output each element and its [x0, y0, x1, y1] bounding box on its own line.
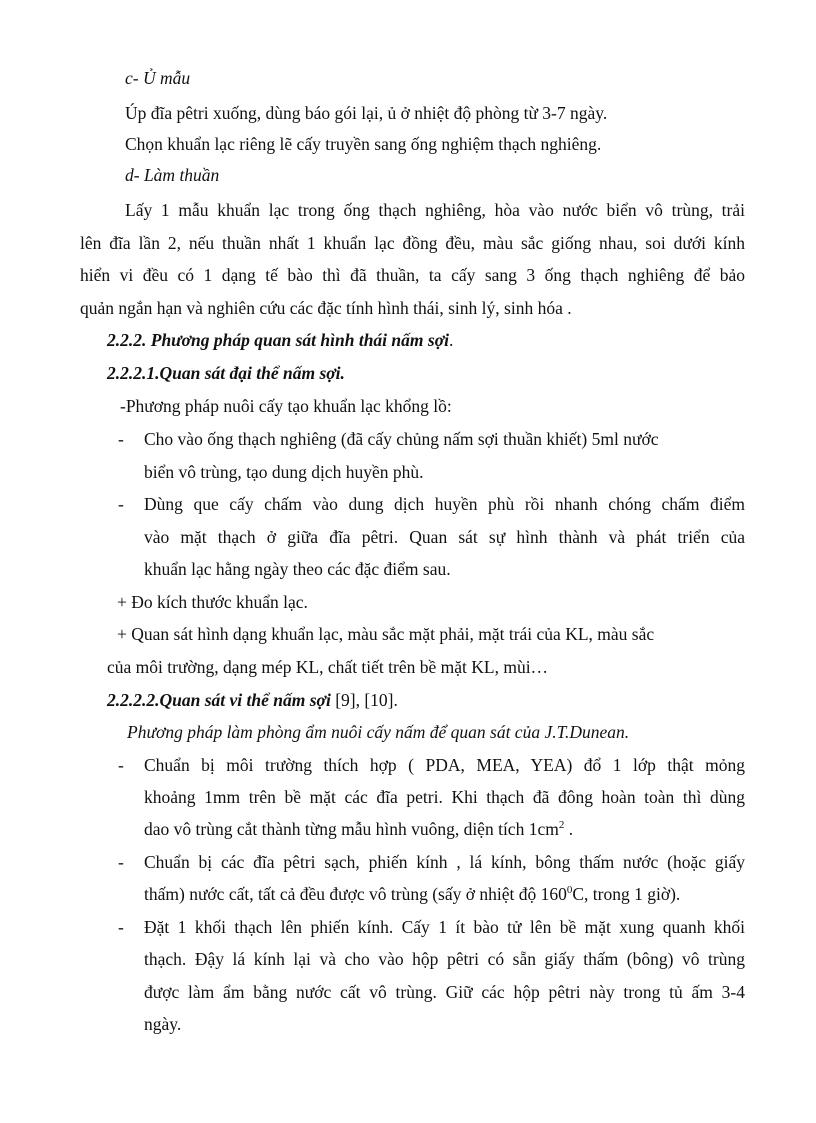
paragraph-line: lên đĩa lần 2, nếu thuần nhất 1 khuẩn lạc đồng đều, màu sắc giống nhau, soi dưới kính [80, 233, 745, 253]
list-item-line: vào mặt thạch ở giữa đĩa pêtri. Quan sát sự hình thành và phát triển của [144, 527, 745, 547]
section-c-heading: c- Ủ mẫu [125, 68, 191, 88]
section-heading-2-2-2-2: 2.2.2.2.Quan sát vi thể nấm sợi [9], [10]. [107, 690, 398, 710]
plus-item: của môi trường, dạng mép KL, chất tiết trên bề mặt KL, mùi… [107, 657, 549, 677]
list-item-line: thấm) nước cất, tất cả đều được vô trùng (sấy ở nhiệt độ $160^0C$, trong 1 giờ). [144, 884, 681, 904]
list-item-line: thạch. Đậy lá kính lại và cho vào hộp pêtri có sẵn giấy thấm (bông) vô trùng [144, 949, 745, 969]
paragraph-line: Lấy 1 mẫu khuẩn lạc trong ống thạch nghiêng, hòa vào nước biển vô trùng, trải [125, 200, 745, 220]
section-heading-2-2-2: 2.2.2. Phương pháp quan sát hình thái nấm sợi. [107, 330, 454, 350]
section-heading-2-2-2-1: 2.2.2.1.Quan sát đại thể nấm sợi. [107, 363, 345, 383]
dash-bullet: - [118, 852, 124, 872]
list-item-line: khoảng 1mm trên bề mặt các đĩa petri. Khi thạch đã đông hoàn toàn thì dùng [144, 787, 745, 807]
dash-bullet: - [118, 429, 124, 449]
list-item-line: Chuẩn bị các đĩa pêtri sạch, phiến kính , lá kính, bông thấm nước (hoặc giấy [144, 852, 745, 872]
paragraph-line: quản ngắn hạn và nghiên cứu các đặc tính hình thái, sinh lý, sinh hóa . [80, 298, 572, 318]
dash-bullet: - [118, 755, 124, 775]
dash-bullet: - [118, 917, 124, 937]
list-item-line: ngày. [144, 1014, 182, 1034]
paragraph-line: Chọn khuẩn lạc riêng lẽ cấy truyền sang ống nghiệm thạch nghiêng. [125, 134, 602, 154]
plus-item: + Quan sát hình dạng khuẩn lạc, màu sắc mặt phải, mặt trái của KL, màu sắc [117, 624, 655, 644]
list-item-line: khuẩn lạc hằng ngày theo các đặc điểm sau. [144, 559, 451, 579]
plus-item: + Đo kích thước khuẩn lạc. [117, 592, 308, 612]
list-item-line: Cho vào ống thạch nghiêng (đã cấy chủng nấm sợi thuần khiết) 5ml nước [144, 429, 659, 449]
list-item-line: được làm ẩm bằng nước cất vô trùng. Giữ các hộp pêtri này trong tủ ấm 3-4 [144, 982, 745, 1002]
list-item-line: dao vô trùng cắt thành từng mẫu hình vuông, diện tích $1cm^2$ . [144, 819, 574, 839]
paragraph-line: Úp đĩa pêtri xuống, dùng báo gói lại, ủ ở nhiệt độ phòng từ 3-7 ngày. [125, 103, 608, 123]
section-d-heading: d- Làm thuần [125, 165, 220, 185]
list-item-line: biển vô trùng, tạo dung dịch huyền phù. [144, 462, 424, 482]
micro-intro: Phương pháp làm phòng ẩm nuôi cấy nấm để quan sát của J.T.Dunean. [127, 722, 630, 742]
list-item-line: Đặt 1 khối thạch lên phiến kính. Cấy 1 ít bào tử lên bề mặt xung quanh khối [144, 917, 745, 937]
list-item-line: Dùng que cấy chấm vào dung dịch huyền phù rồi nhanh chóng chấm điểm [144, 494, 745, 514]
paragraph-line: hiển vi đều có 1 dạng tế bào thì đã thuần, ta cấy sang 3 ống thạch nghiêng để bảo [80, 265, 745, 285]
macro-intro: -Phương pháp nuôi cấy tạo khuẩn lạc khổng lồ: [120, 396, 452, 416]
dash-bullet: - [118, 494, 124, 514]
list-item-line: Chuẩn bị môi trường thích hợp ( PDA, MEA, YEA) đổ 1 lớp thật mỏng [144, 755, 745, 775]
